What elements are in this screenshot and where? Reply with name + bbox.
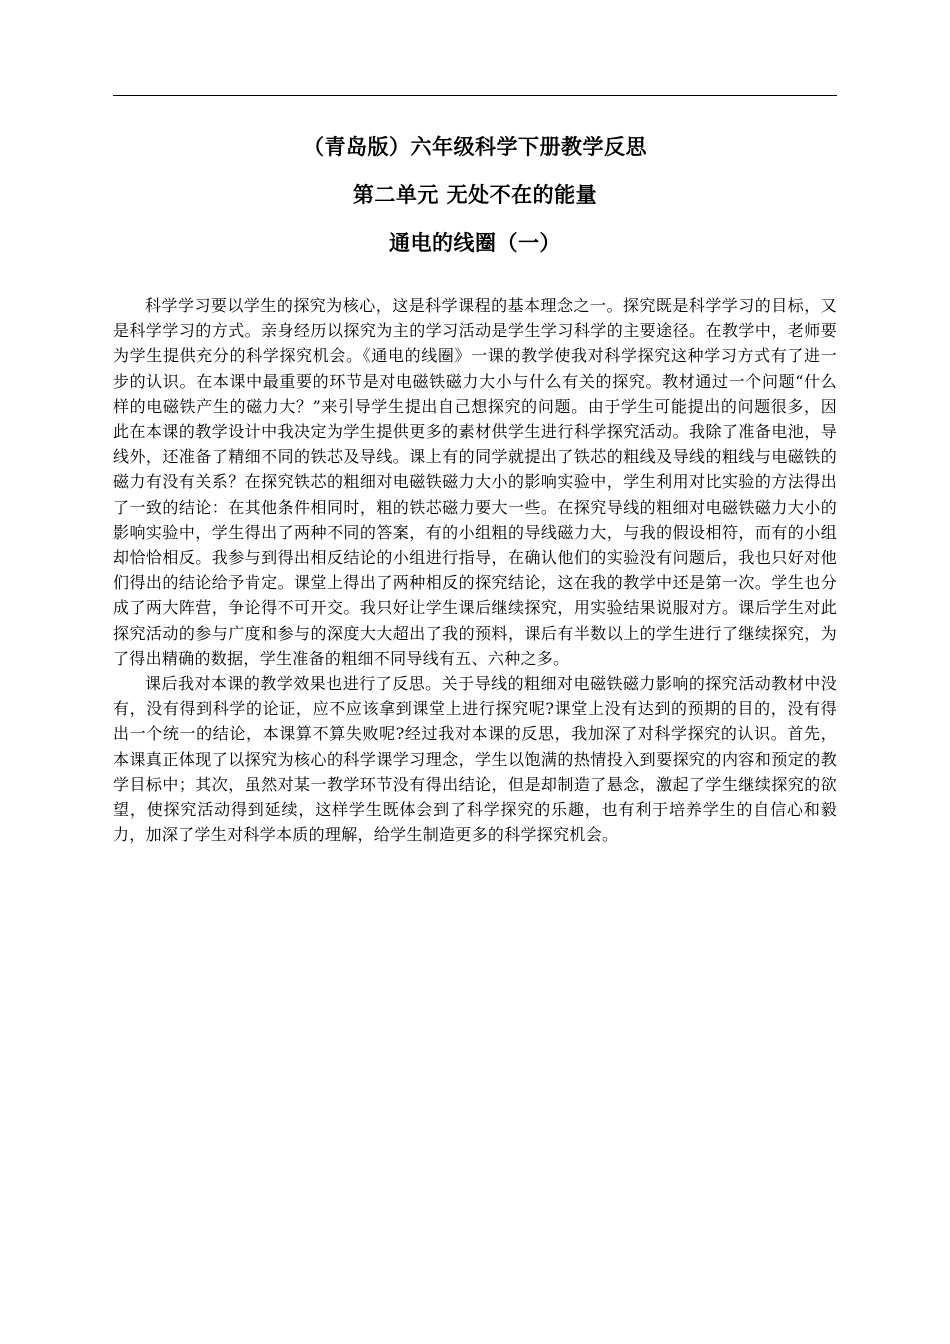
unit-title: 第二单元 无处不在的能量 <box>352 183 598 207</box>
header-rule <box>113 95 837 96</box>
paragraph-1: 科学学习要以学生的探究为核心，这是科学课程的基本理念之一。探究既是科学学习的目标，又是科学学习的方式。亲身经历以探究为主的学习活动是学生学习科学的主要途径。在教学中，老师要为学生提供充分的科学探究机会。《通电的线圈》一课的教学使我对科学探究这种学习方式有了进一步的认识。在本课中最重要的环节是对电磁铁磁力大小与什么有关的探究。教材通过一个问题“什么样的电磁铁产生的磁力大？”来引导学生提出自己想探究的问题。由于学生可能提出的问题很多，因此在本课的教学设计中我决定为学生提供更多的素材供学生进行科学探究活动。我除了准备电池，导线外，还准备了精细不同的铁芯及导线。课上有的同学就提出了铁芯的粗线及导线的粗线与电磁铁的磁力有没有关系？在探究铁芯的粗细对电磁铁磁力大小的影响实验中，学生利用对比实验的方法得出了一致的结论：在其他条件相同时，粗的铁芯磁力要大一些。在探究导线的粗细对电磁铁磁力大小的影响实验中，学生得出了两种不同的答案，有的小组粗的导线磁力大，与我的假设相符，而有的小组却恰恰相反。我参与到得出相反结论的小组进行指导，在确认他们的实验没有问题后，我也只好对他们得出的结论给予肯定。课堂上得出了两种相反的探究结论，这在我的教学中还是第一次。学生也分成了两大阵营，争论得不可开交。我只好让学生课后继续探究，用实验结果说服对方。课后学生对此探究活动的参与广度和参与的深度大大超出了我的预料，课后有半数以上的学生进行了继续探究，为了得出精确的数据，学生准备的粗细不同导线有五、六种之多。 <box>113 296 837 668</box>
paragraph-2: 课后我对本课的教学效果也进行了反思。关于导线的粗细对电磁铁磁力影响的探究活动教材中没有，没有得到科学的论证，应不应该拿到课堂上进行探究呢?课堂上没有达到的预期的目的，没有得出一个统一的结论，本课算不算失败呢?经过我对本课的反思，我加深了对科学探究的认识。首先，本课真正体现了以探究为核心的科学课学习理念，学生以饱满的热情投入到要探究的内容和预定的教学目标中；其次，虽然对某一教学环节没有得出结论，但是却制造了悬念，激起了学生继续探究的欲望，使探究活动得到延续，这样学生既体会到了科学探究的乐趣，也有利于培养学生的自信心和毅力，加深了学生对科学本质的理解，给学生制造更多的科学探究机会。 <box>113 674 837 845</box>
body-text <box>113 293 837 847</box>
title-block <box>113 130 837 274</box>
document-title: （青岛版）六年级科学下册教学反思 <box>303 135 647 159</box>
lesson-title: 通电的线圈（一） <box>389 231 561 255</box>
